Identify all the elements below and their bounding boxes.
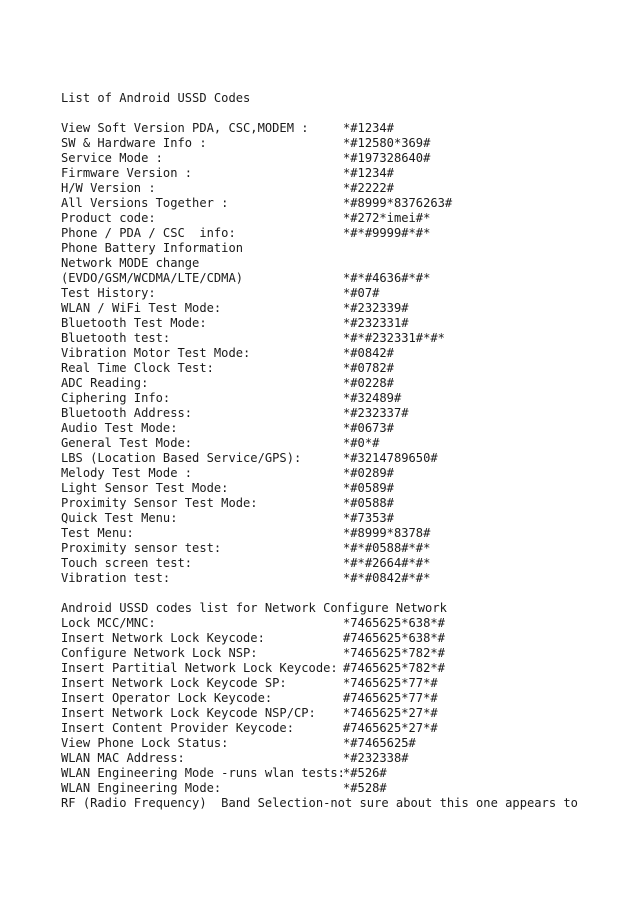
code-label: Phone / PDA / CSC info: bbox=[61, 226, 236, 240]
code-label: View Phone Lock Status: bbox=[61, 736, 229, 750]
code-label: General Test Mode: bbox=[61, 436, 193, 450]
ussd-code: *#2222# bbox=[343, 181, 394, 195]
ussd-code: *7465625*77*# bbox=[343, 676, 438, 690]
ussd-code: #7465625*27*# bbox=[343, 721, 438, 735]
code-label: Phone Battery Information bbox=[61, 241, 244, 255]
code-label: Insert Operator Lock Keycode: bbox=[61, 691, 273, 705]
ussd-code: #7465625*77*# bbox=[343, 691, 438, 705]
ussd-code: *#32489# bbox=[343, 391, 402, 405]
ussd-code: *#526# bbox=[343, 766, 387, 780]
code-row bbox=[61, 691, 631, 706]
ussd-code: *#0*# bbox=[343, 436, 380, 450]
code-label: Light Sensor Test Mode: bbox=[61, 481, 229, 495]
code-label: View Soft Version PDA, CSC,MODEM : bbox=[61, 121, 309, 135]
code-label: Audio Test Mode: bbox=[61, 421, 178, 435]
code-row bbox=[61, 676, 631, 691]
ussd-code: *#232338# bbox=[343, 751, 409, 765]
code-row bbox=[61, 556, 631, 571]
code-label: Bluetooth Test Mode: bbox=[61, 316, 207, 330]
ussd-code: *#0589# bbox=[343, 481, 394, 495]
code-row bbox=[61, 751, 631, 766]
code-row bbox=[61, 436, 631, 451]
code-label: ADC Reading: bbox=[61, 376, 149, 390]
code-row bbox=[61, 616, 631, 631]
code-label: Bluetooth test: bbox=[61, 331, 171, 345]
code-label: Touch screen test: bbox=[61, 556, 193, 570]
code-label: Bluetooth Address: bbox=[61, 406, 193, 420]
code-row bbox=[61, 391, 631, 406]
code-row bbox=[61, 421, 631, 436]
code-row bbox=[61, 646, 631, 661]
code-row bbox=[61, 136, 631, 151]
ussd-code: *#0588# bbox=[343, 496, 394, 510]
ussd-code: #7465625*638*# bbox=[343, 631, 445, 645]
ussd-code: *#232339# bbox=[343, 301, 409, 315]
ussd-code: *#0228# bbox=[343, 376, 394, 390]
ussd-code: *#07# bbox=[343, 286, 380, 300]
code-row bbox=[61, 571, 631, 586]
code-row bbox=[61, 376, 631, 391]
code-row bbox=[61, 721, 631, 736]
ussd-code: *#*#0842#*#* bbox=[343, 571, 431, 585]
ussd-code: *#0673# bbox=[343, 421, 394, 435]
code-row bbox=[61, 331, 631, 346]
code-label: Test Menu: bbox=[61, 526, 134, 540]
code-row bbox=[61, 316, 631, 331]
code-row bbox=[61, 196, 631, 211]
code-row bbox=[61, 166, 631, 181]
code-label: Firmware Version : bbox=[61, 166, 193, 180]
code-row bbox=[61, 226, 631, 241]
code-label: Service Mode : bbox=[61, 151, 163, 165]
code-label: Quick Test Menu: bbox=[61, 511, 178, 525]
code-label: Insert Content Provider Keycode: bbox=[61, 721, 294, 735]
code-row bbox=[61, 706, 631, 721]
ussd-code: *#*#2664#*#* bbox=[343, 556, 431, 570]
code-row bbox=[61, 481, 631, 496]
code-row bbox=[61, 346, 631, 361]
code-row bbox=[61, 241, 631, 256]
ussd-code: *#0782# bbox=[343, 361, 394, 375]
ussd-code: *7465625*638*# bbox=[343, 616, 445, 630]
ussd-code: *#0289# bbox=[343, 466, 394, 480]
code-row bbox=[61, 286, 631, 301]
code-label: WLAN MAC Address: bbox=[61, 751, 185, 765]
code-label: Vibration Motor Test Mode: bbox=[61, 346, 251, 360]
code-label: Vibration test: bbox=[61, 571, 171, 585]
ussd-code: *#*#0588#*#* bbox=[343, 541, 431, 555]
network-codes-list bbox=[61, 616, 631, 796]
ussd-code: *#7353# bbox=[343, 511, 394, 525]
document-page bbox=[61, 91, 631, 811]
code-row bbox=[61, 541, 631, 556]
ussd-code: *#*#9999#*#* bbox=[343, 226, 431, 240]
code-label: Insert Network Lock Keycode: bbox=[61, 631, 265, 645]
code-label: Melody Test Mode : bbox=[61, 466, 193, 480]
ussd-code: *#232337# bbox=[343, 406, 409, 420]
code-row bbox=[61, 361, 631, 376]
ussd-code: *#272*imei#* bbox=[343, 211, 431, 225]
code-row bbox=[61, 256, 631, 271]
code-label: Network MODE change bbox=[61, 256, 200, 270]
code-label: Test History: bbox=[61, 286, 156, 300]
code-label: H/W Version : bbox=[61, 181, 156, 195]
ussd-code: *7465625*782*# bbox=[343, 646, 445, 660]
code-row bbox=[61, 121, 631, 136]
ussd-code: *#7465625# bbox=[343, 736, 416, 750]
code-row bbox=[61, 271, 631, 286]
code-row bbox=[61, 466, 631, 481]
code-label: Insert Network Lock Keycode SP: bbox=[61, 676, 287, 690]
code-label: WLAN Engineering Mode -runs wlan tests: bbox=[61, 766, 345, 780]
code-label: Ciphering Info: bbox=[61, 391, 171, 405]
code-row bbox=[61, 406, 631, 421]
spacer bbox=[61, 586, 631, 601]
code-label: Proximity sensor test: bbox=[61, 541, 222, 555]
code-row bbox=[61, 211, 631, 226]
code-label: WLAN / WiFi Test Mode: bbox=[61, 301, 222, 315]
code-label: SW & Hardware Info : bbox=[61, 136, 207, 150]
code-row bbox=[61, 766, 631, 781]
ussd-code: *#0842# bbox=[343, 346, 394, 360]
ussd-code: *#12580*369# bbox=[343, 136, 431, 150]
code-row bbox=[61, 526, 631, 541]
code-row bbox=[61, 736, 631, 751]
code-row bbox=[61, 181, 631, 196]
ussd-code: *#3214789650# bbox=[343, 451, 438, 465]
code-row bbox=[61, 151, 631, 166]
code-row bbox=[61, 631, 631, 646]
ussd-code: *#*#232331#*#* bbox=[343, 331, 445, 345]
device-codes-list bbox=[61, 121, 631, 586]
code-row bbox=[61, 451, 631, 466]
ussd-code: *#8999*8378# bbox=[343, 526, 431, 540]
ussd-code: *#197328640# bbox=[343, 151, 431, 165]
code-label: Real Time Clock Test: bbox=[61, 361, 214, 375]
ussd-code: *#528# bbox=[343, 781, 387, 795]
code-row bbox=[61, 511, 631, 526]
document-title: List of Android USSD Codes bbox=[61, 91, 251, 105]
code-row bbox=[61, 496, 631, 511]
code-label: Proximity Sensor Test Mode: bbox=[61, 496, 258, 510]
spacer bbox=[61, 106, 631, 121]
trailing-text: RF (Radio Frequency) Band Selection-not sure about this one appears to bbox=[61, 796, 578, 810]
code-row bbox=[61, 781, 631, 796]
code-label: Configure Network Lock NSP: bbox=[61, 646, 258, 660]
ussd-code: *#8999*8376263# bbox=[343, 196, 453, 210]
code-label: All Versions Together : bbox=[61, 196, 229, 210]
code-label: Insert Network Lock Keycode NSP/CP: bbox=[61, 706, 316, 720]
code-row bbox=[61, 301, 631, 316]
ussd-code: *#1234# bbox=[343, 166, 394, 180]
ussd-code: *7465625*27*# bbox=[343, 706, 438, 720]
ussd-code: *#*#4636#*#* bbox=[343, 271, 431, 285]
code-label: Product code: bbox=[61, 211, 156, 225]
ussd-code: *#1234# bbox=[343, 121, 394, 135]
code-label: Insert Partitial Network Lock Keycode: bbox=[61, 661, 338, 675]
code-label: (EVDO/GSM/WCDMA/LTE/CDMA) bbox=[61, 271, 244, 285]
ussd-code: #7465625*782*# bbox=[343, 661, 445, 675]
code-row bbox=[61, 661, 631, 676]
section-heading: Android USSD codes list for Network Configure Network bbox=[61, 601, 447, 615]
code-label: Lock MCC/MNC: bbox=[61, 616, 156, 630]
code-label: LBS (Location Based Service/GPS): bbox=[61, 451, 302, 465]
ussd-code: *#232331# bbox=[343, 316, 409, 330]
code-label: WLAN Engineering Mode: bbox=[61, 781, 222, 795]
